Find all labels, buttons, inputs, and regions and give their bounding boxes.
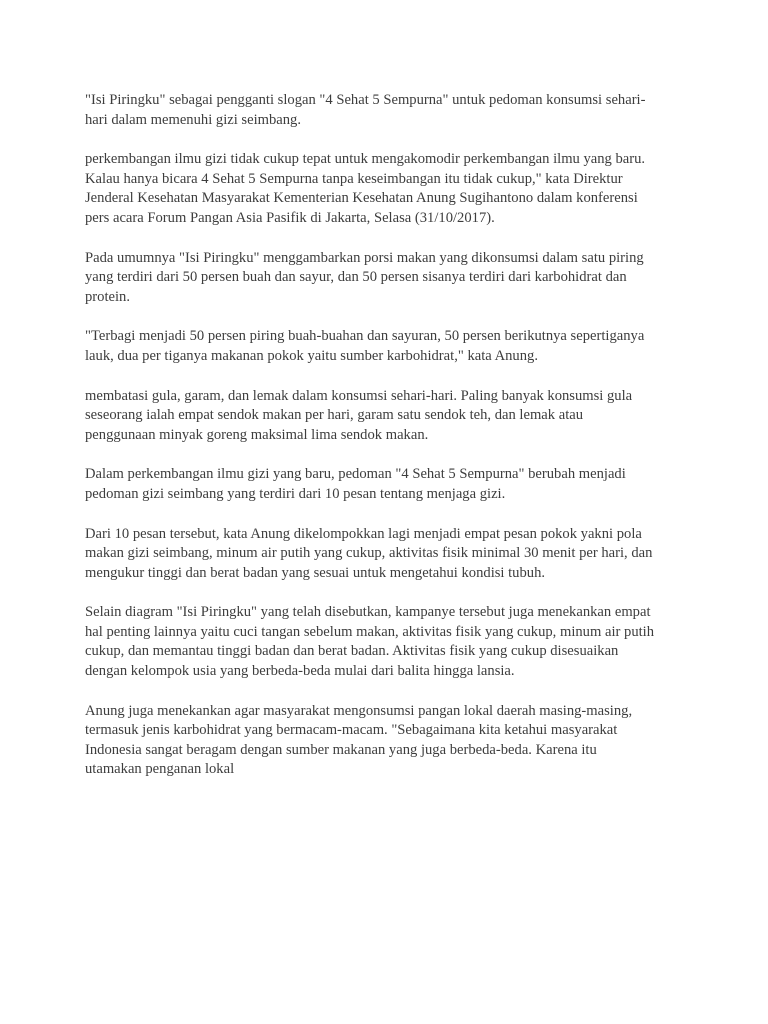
text-line: Anung juga menekankan agar masyarakat mengonsumsi pangan lokal daerah masing-masing, — [85, 702, 633, 719]
text-line: yang terdiri dari 50 persen buah dan sayur, dan 50 persen sisanya terdiri dari karbohidrat dan — [85, 269, 627, 286]
text-line: hal penting lainnya yaitu cuci tangan sebelum makan, aktivitas fisik yang cukup, minum air putih — [85, 623, 655, 640]
paragraph-2 — [85, 150, 685, 228]
text-line: lauk, dua per tiganya makanan pokok yaitu sumber karbohidrat," kata Anung. — [85, 347, 538, 364]
text-line: pedoman gizi seimbang yang terdiri dari 10 pesan tentang menjaga gizi. — [85, 485, 506, 502]
text-line: Dalam perkembangan ilmu gizi yang baru, pedoman "4 Sehat 5 Sempurna" berubah menjadi — [85, 466, 626, 483]
article-body — [85, 91, 685, 800]
paragraph-3 — [85, 249, 685, 308]
paragraph-5 — [85, 387, 685, 446]
paragraph-6 — [85, 465, 685, 504]
text-line: protein. — [85, 288, 130, 305]
text-line: Pada umumnya "Isi Piringku" menggambarkan porsi makan yang dikonsumsi dalam satu piring — [85, 249, 644, 266]
text-line: pers acara Forum Pangan Asia Pasifik di Jakarta, Selasa (31/10/2017). — [85, 209, 495, 226]
text-line: perkembangan ilmu gizi tidak cukup tepat untuk mengakomodir perkembangan ilmu yang baru. — [85, 151, 646, 168]
text-line: Selain diagram "Isi Piringku" yang telah disebutkan, kampanye tersebut juga menekankan empat — [85, 604, 651, 621]
text-line: utamakan penganan lokal — [85, 761, 235, 778]
paragraph-8 — [85, 603, 685, 681]
text-line: hari dalam memenuhi gizi seimbang. — [85, 111, 302, 128]
text-line: Jenderal Kesehatan Masyarakat Kementerian Kesehatan Anung Sugihantono dalam konferensi — [85, 190, 638, 207]
text-line: mengukur tinggi dan berat badan yang sesuai untuk mengetahui kondisi tubuh. — [85, 564, 546, 581]
text-line: "Isi Piringku" sebagai pengganti slogan "4 Sehat 5 Sempurna" untuk pedoman konsumsi sehari- — [85, 92, 646, 108]
text-line: makan gizi seimbang, minum air putih yang cukup, aktivitas fisik minimal 30 menit per hari, dan — [85, 545, 653, 562]
text-line: membatasi gula, garam, dan lemak dalam konsumsi sehari-hari. Paling banyak konsumsi gula — [85, 387, 633, 404]
text-line: cukup, dan memantau tinggi badan dan berat badan. Aktivitas fisik yang cukup disesuaikan — [85, 643, 619, 660]
text-line: Indonesia sangat beragam dengan sumber makanan yang juga berbeda-beda. Karena itu — [85, 741, 597, 758]
text-line: Kalau hanya bicara 4 Sehat 5 Sempurna tanpa keseimbangan itu tidak cukup," kata Direktur — [85, 170, 623, 187]
text-line: "Terbagi menjadi 50 persen piring buah-buahan dan sayuran, 50 persen berikutnya sepertiganya — [85, 328, 645, 345]
paragraph-7 — [85, 525, 685, 584]
text-line: termasuk jenis karbohidrat yang bermacam-macam. "Sebagaimana kita ketahui masyarakat — [85, 722, 618, 739]
paragraph-9 — [85, 702, 685, 780]
text-line: dengan kelompok usia yang berbeda-beda mulai dari balita hingga lansia. — [85, 663, 515, 680]
paragraph-4 — [85, 327, 685, 366]
text-line: Dari 10 pesan tersebut, kata Anung dikelompokkan lagi menjadi empat pesan pokok yakni pola — [85, 525, 642, 542]
paragraph-1 — [85, 91, 685, 130]
text-line: seseorang ialah empat sendok makan per hari, garam satu sendok teh, dan lemak atau — [85, 407, 584, 424]
text-line: penggunaan minyak goreng maksimal lima sendok makan. — [85, 426, 429, 443]
